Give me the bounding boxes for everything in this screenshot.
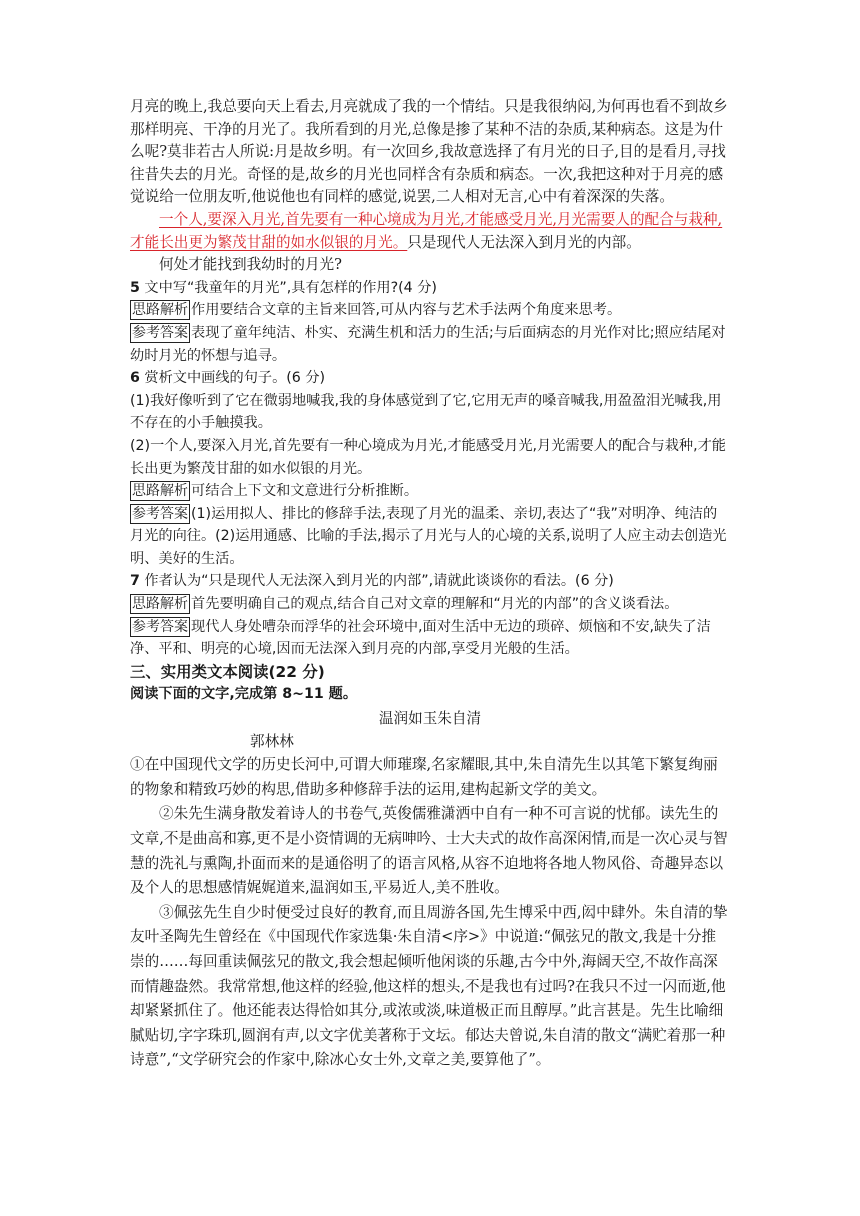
q7-analysis bbox=[130, 593, 730, 616]
q5-analysis bbox=[130, 299, 730, 322]
article-author: 郭林林 bbox=[250, 732, 294, 750]
analysis-label: 思路解析 bbox=[132, 596, 188, 613]
analysis-label: 思路解析 bbox=[132, 302, 188, 319]
question-text: 文中写“我童年的月光”,具有怎样的作用?(4 分) bbox=[139, 279, 437, 296]
underlined-sentence: 一个人,要深入月光,首先要有一种心境成为月光,才能感受月光,月光需要人的配合与栽种,才能长出更为繁茂甘甜的如水似银的月光。 bbox=[130, 210, 723, 251]
answer-text: 表现了童年纯洁、朴实、充满生机和活力的生活;与后面病态的月光作对比;照应结尾对幼时月光的怀想与追寻。 bbox=[130, 324, 726, 364]
answer-label: 参考答案 bbox=[132, 618, 188, 635]
question-6 bbox=[130, 367, 730, 390]
question-number: 7 bbox=[130, 573, 140, 590]
answer-label: 参考答案 bbox=[132, 505, 188, 522]
q6-analysis bbox=[130, 480, 730, 503]
q6-answer bbox=[130, 503, 730, 571]
passage-paragraph-1: 月亮的晚上,我总要向天上看去,月亮就成了我的一个情结。只是我很纳闷,为何再也看不到故乡那样明亮、干净的月光了。我所看到的月光,总像是掺了某种不洁的杂质,某种病态。这是为什么呢?莫非若古人所说:月是故乡明。有一次回乡,我故意选择了有月光的日子,目的是看月,寻找往昔失去的月光。奇怪的是,故乡的月光也同样含有杂质和病态。一次,我把这种对于月亮的感觉说给一位朋友听,他说他也有同样的感觉,说罢,二人相对无言,心中有着深深的失落。 bbox=[130, 98, 728, 206]
article-paragraph-2: ②朱先生满身散发着诗人的书卷气,英俊儒雅潇洒中自有一种不可言说的忧郁。读先生的文章,不是曲高和寡,更不是小资情调的无病呻吟、士大夫式的故作高深闲情,而是一次心灵与智慧的洗礼与熏陶,扑面而来的是通俗明了的语言风格,从容不迫地将各地人物风俗、奇趣异态以及个人的思想感情娓娓道来,温润如玉,平易近人,美不胜收。 bbox=[130, 805, 728, 897]
q7-answer bbox=[130, 616, 730, 661]
answer-text: (1)运用拟人、排比的修辞手法,表现了月光的温柔、亲切,表达了“我”对明净、纯洁的月光的向往。(2)运用通感、比喻的手法,揭示了月光与人的心境的关系,说明了人应主动去创造光明、美好的生活。 bbox=[130, 505, 727, 567]
passage-paragraph-2 bbox=[130, 209, 730, 254]
question-text: 作者认为“只是现代人无法深入到月光的内部”,请就此谈谈你的看法。(6 分) bbox=[139, 573, 614, 590]
analysis-label: 思路解析 bbox=[132, 483, 188, 500]
section-heading: 三、实用类文本阅读(22 分) bbox=[130, 662, 325, 681]
passage-paragraph-2-rest: 只是现代人无法深入到月光的内部。 bbox=[407, 233, 641, 251]
question-number: 6 bbox=[130, 370, 140, 387]
answer-label: 参考答案 bbox=[132, 324, 188, 341]
passage-paragraph-3: 何处才能找到我幼时的月光? bbox=[159, 256, 342, 274]
article-title: 温润如玉朱自清 bbox=[378, 710, 482, 728]
document-page bbox=[130, 96, 730, 1073]
analysis-text: 可结合上下文和文意进行分析推断。 bbox=[191, 483, 419, 500]
analysis-text: 作用要结合文章的主旨来回答,可从内容与艺术手法两个角度来思考。 bbox=[191, 302, 622, 319]
question-text: 赏析文中画线的句子。(6 分) bbox=[139, 370, 326, 387]
question-number: 5 bbox=[130, 279, 140, 296]
analysis-text: 首先要明确自己的观点,结合自己对文章的理解和“月光的内部”的含义谈看法。 bbox=[191, 596, 679, 613]
q6-sentence-1: (1)我好像听到了它在微弱地喊我,我的身体感觉到了它,它用无声的嗓音喊我,用盈盈泪光喊我,用不存在的小手触摸我。 bbox=[130, 392, 722, 432]
article-paragraph-3: ③佩弦先生自少时便受过良好的教育,而且周游各国,先生博采中西,闳中肆外。朱自清的挚友叶圣陶先生曾经在《中国现代作家选集·朱自清<序>》中说道:“佩弦兄的散文,我是十分推崇的……每回重读佩弦兄的散文,我会想起倾听他闲谈的乐趣,古今中外,海阔天空,不故作高深而情趣盎然。我常常想,他这样的经验,他这样的想头,不是我也有过吗?在我只不过一闪而逝,他却紧紧抓住了。他还能表达得恰如其分,或浓或淡,味道极正而且醇厚。”此言甚是。先生比喻细腻贴切,字字珠玑,圆润有声,以文字优美著称于文坛。郁达夫曾说,朱自清的散文“满贮着那一种诗意”,“文学研究会的作家中,除冰心女士外,文章之美,要算他了”。 bbox=[130, 903, 728, 1069]
answer-text: 现代人身处嘈杂而浮华的社会环境中,面对生活中无边的琐碎、烦恼和不安,缺失了洁净、平和、明亮的心境,因而无法深入到月亮的内部,享受月光般的生活。 bbox=[130, 618, 711, 658]
q5-answer bbox=[130, 322, 730, 367]
article-paragraph-1: ①在中国现代文学的历史长河中,可谓大师璀璨,名家耀眼,其中,朱自清先生以其笔下繁复绚丽的物象和精致巧妙的构思,借助多种修辞手法的运用,建构起新文学的美文。 bbox=[130, 756, 718, 798]
section-instruction: 阅读下面的文字,完成第 8~11 题。 bbox=[130, 686, 358, 703]
question-7 bbox=[130, 570, 730, 593]
question-5 bbox=[130, 277, 730, 300]
q6-sentence-2: (2)一个人,要深入月光,首先要有一种心境成为月光,才能感受月光,月光需要人的配合与栽种,才能长出更为繁茂甘甜的如水似银的月光。 bbox=[130, 437, 726, 477]
